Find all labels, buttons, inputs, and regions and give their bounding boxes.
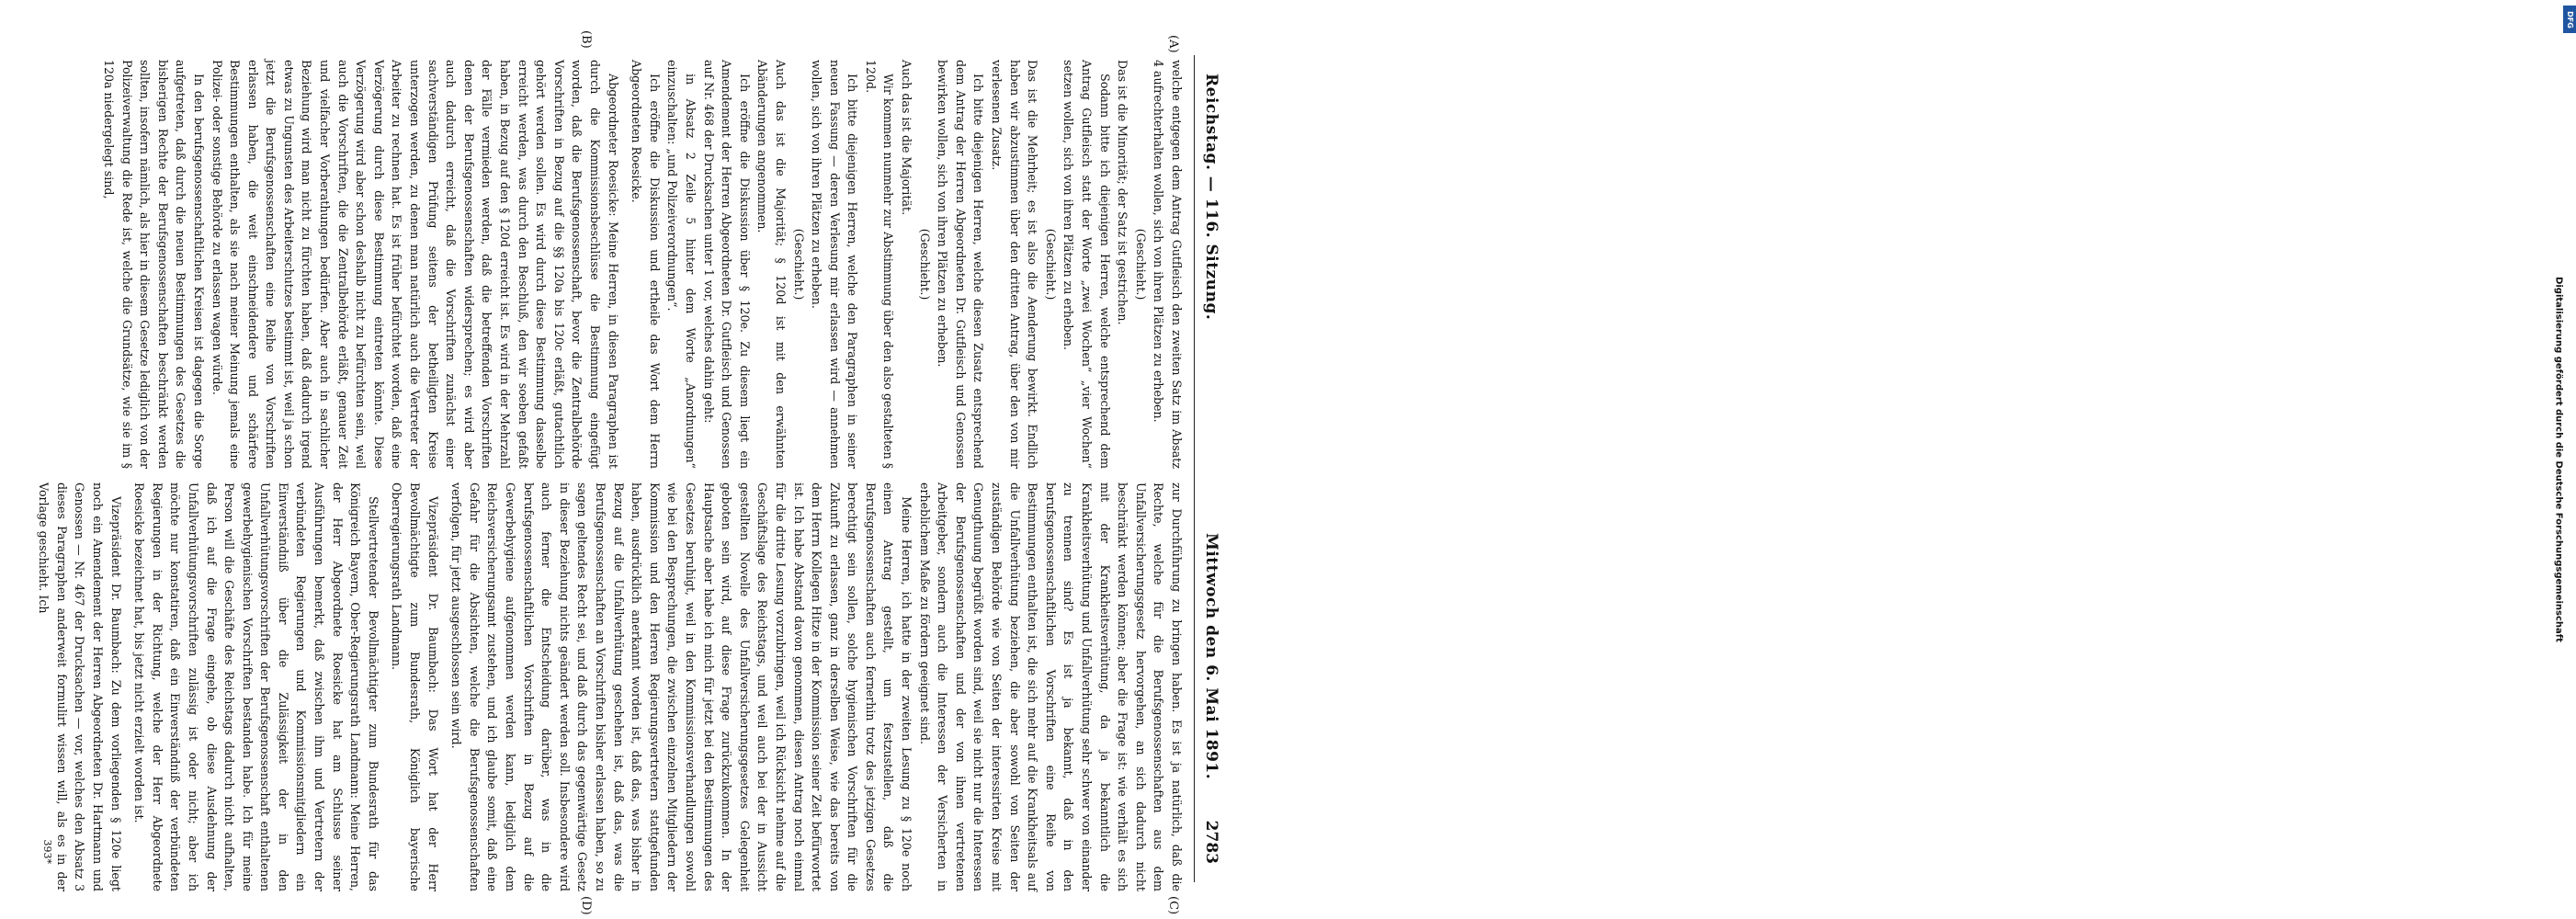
paragraph: Das ist die Minorität; der Satz ist gestrichen. <box>1116 60 1130 325</box>
text-column-left <box>28 60 1186 469</box>
speech-roesicke: Abgeordneter Roesicke: Meine Herren, in diesen Paragraphen ist durch die Kommissionsbeschlüsse die Bestimmung eingefügt worden, daß die Berufsgenossenschaft, bevor die Zentralbehörde Vorschriften in Bezug auf die §§ 120a bis 120c erläßt, gutachtlich gehört werden sollen. Es wird durch diese Bestimmung dasselbe erreicht werden, was durch den Beschluß, den wir soeben gefaßt haben, in Bezug auf den § 120d erreicht ist. Es wird in der Mehrzahl der Fälle vermieden werden, daß die betreffenden Vorschriften denen der Berufsgenossenschaften widersprechen; es wird aber auch dadurch erreicht, daß die Vorschriften zunächst einer sachverständigen Prüfung seitens der betheiligten Kreise unterzogen werden, zu denen man natürlich auch die Vertreter der Arbeiter zu rechnen hat. Es ist früher befürchtet worden, daß eine Verzögerung durch diese Bestimmung eintreten könnte. Diese Verzögerung wird aber schon deshalb nicht zu befürchten sein, weil auch die Vorschriften, die die Zentralbehörde erläßt, genauer Zeit und vielfacher Vorberathungen bedürfen. Aber auch in sachlicher Beziehung wird man nicht zu fürchten haben, daß dadurch irgend etwas zu Ungunsten des Arbeiterschutzes bestimmt ist, weil ja schon jetzt die Berufsgenossenschaften eine Reihe von Vorschriften erlassen haben, die weit einschneidendere und schärfere Bestimmungen enthalten, als sie nach meiner Meinung jemals eine Polizei- oder sonstige Behörde zu erlassen wagen würde. <box>210 60 620 469</box>
header-rule <box>1194 55 1195 882</box>
speech-baumbach: Vizepräsident Dr. Baumbach: Das Wort hat der Herr Bevollmächtigte zum Bundesrath, Königlich bayerische Oberregierungsrath Landmann. <box>390 482 440 891</box>
paragraph: Das ist die Mehrheit; es ist also die Aenderung bewirkt. Endlich haben wir abzustimmen über den dritten Antrag, über den von mir verlesenen Zusatz. <box>990 60 1040 469</box>
margin-marker-d: (D) <box>579 896 593 915</box>
paragraph: Wir kommen nunmehr zur Abstimmung über den also gestalteten § 120d. <box>863 60 896 469</box>
paragraph: Ich eröffne die Diskussion über § 120e. Zu diesem liegt ein Amendement der Herren Abgeordneten Dr. Gutfleisch und Genossen auf Nr. 468 der Drucksachen unter 1 vor, welches dahin geht: <box>701 60 752 469</box>
paragraph: Sodann bitte ich diejenigen Herren, welche entsprechend dem Antrag Gutfleisch statt der Worte „zwei Wochen“ „vier Wochen“ setzen wollen, sich von ihren Plätzen zu erheben. <box>1061 60 1112 469</box>
header-left: Reichstag. — 116. Sitzung. <box>1202 74 1220 321</box>
page-number: 2783 <box>1202 820 1220 864</box>
paragraph: Meine Herren, ich hatte in der zweiten Lesung zu § 120e noch einen Antrag gestellt, um festzustellen, daß die Berufsgenossenschaften auch fernerhin trotz des jetzigen Gesetzes berechtigt sein sollen, solche hygienischen Vorschriften für die Zukunft zu erlassen, ganz in derselben Weise, wie das bereits von dem Herrn Kollegen Hitze in der Kommission seiner Zeit befürwortet ist. Ich habe Abstand davon genommen, diesen Antrag noch einmal für die dritte Lesung vorzubringen, weil ich Rücksicht nehme auf die Geschäftslage des Reichstags, und weil auch bei der in Aussicht gestellten Novelle des Unfallversicherungsgesetzes Gelegenheit geboten sein wird, auf diese Frage zurückzukommen. In der Hauptsache aber habe ich mich für jetzt bei den Bestimmungen des Gesetzes beruhigt, weil in den Kommissionsverhandlungen sowohl wie bei den Besprechungen, die zwischen einzelnen Mitgliedern der Kommission und den Herren Regierungsvertretern stattgefunden haben, ausdrücklich anerkannt worden ist, daß das, was bisher in Bezug auf die Unfallverhütung geschehen ist, daß das, was die Berufsgenossenschaften an Vorschriften bisher erlassen haben, so zu sagen geltendes Recht sei, und daß durch das gegenwärtige Gesetz in dieser Beziehung nichts geändert werden soll. Insbesondere wird auch ferner die Entscheidung darüber, was in die berufsgenossenschaftlichen Vorschriften in Bezug auf die Gewerbehygiene aufgenommen werden kann, lediglich dem Reichsversicherungsamt zustehen, und ich glaube somit, daß eine Gefahr für die Absichten, welche die Berufsgenossenschaften verfolgen, für jetzt ausgeschlossen sein wird. <box>449 482 914 891</box>
header-date: Mittwoch den 6. Mai 1891. <box>1202 533 1220 780</box>
margin-marker-a: (A) <box>1166 35 1180 53</box>
quoted-amendment: in Absatz 2 Zeile 5 hinter dem Worte „Anordnungen“ einzuschalten: „und Polizeiverordnungen“. <box>665 60 698 469</box>
dfg-credit-text: Digitalisierung gefördert durch die Deutsche Forschungsgemeinschaft <box>2553 277 2564 642</box>
paragraph: In den berufsgenossenschaftlichen Kreisen ist dagegen die Sorge aufgetreten, daß durch die neuen Bestimmungen des Gesetzes die bisherigen Rechte der Berufsgenossenschaften beschränkt werden sollten, insofern nämlich, als hier in diesem Gesetze lediglich von der Polizeiverwaltung die Rede ist, welche die Grundsätze, wie sie im § 120a niedergelegt sind, <box>101 60 206 469</box>
stage-direction: (Geschieht.) <box>791 228 806 301</box>
paragraph: welche entgegen dem Antrag Gutfleisch den zweiten Satz im Absatz 4 aufrechterhalten wollen, sich von ihren Plätzen zu erheben. <box>1152 60 1184 469</box>
speech-baumbach-2: Vizepräsident Dr. Baumbach: Zu dem vorliegenden § 120e liegt noch ein Amendement der Herren Abgeordneten Dr. Hartmann und Genossen — Nr. 467 der Drucksachen — vor, welches den Absatz 3 dieses Paragraphen anderweit formulirt wissen will, als es in der Vorlage geschieht. Ich <box>37 482 123 891</box>
speech-landmann: Stellvertretender Bevollmächtigter zum Bundesrath für das Königreich Bayern, Ober-Regierungsrath Landmann: Meine Herren, der Herr Abgeordnete Roesicke hat am Schlusse seiner Ausführungen bemerkt, daß zwischen ihm und Vertretern der verbündeten Regierungen und Kommissionsmitgliedern ein Einverständniß über die Zulässigkeit der in den Unfallverhütungsvorschriften der Berufsgenossenschaft enthaltenen gewerbehygienischen Vorschriften bestanden habe. Ich für meine Person will die Geschäfte des Reichstags dadurch nicht aufhalten, daß ich auf die Frage eingehe, ob diese Ausdehnung der Unfallverhütungsvorschriften zulässig ist oder nicht; aber ich möchte nur konstatiren, daß ein Einverständniß der verbündeten Regierungen in der Richtung, welche der Herr Abgeordnete Roesicke bezeichnet hat, bis jetzt nicht erzielt worden ist. <box>132 482 380 891</box>
paragraph: Ich bitte diejenigen Herren, welche den Paragraphen in seiner neuen Fassung — deren Verlesung mir erlassen wird — annehmen wollen, sich von ihren Plätzen zu erheben. <box>810 60 860 469</box>
text-column-right <box>28 482 1186 891</box>
margin-marker-b: (B) <box>579 30 593 49</box>
paragraph: Auch das ist die Majorität. <box>900 60 914 216</box>
paragraph: Ich bitte diejenigen Herren, welche diesen Zusatz entsprechend dem Antrag der Herren Abgeordneten Dr. Gutfleisch und Genossen bewirken wollen, sich von ihren Plätzen zu erheben. <box>936 60 986 469</box>
margin-marker-c: (C) <box>1166 896 1180 915</box>
signature-number: 393* <box>41 839 53 864</box>
page-header <box>1197 37 1220 882</box>
dfg-logo: DFG <box>2563 6 2576 33</box>
stage-direction: (Geschieht.) <box>917 228 932 301</box>
scanned-page <box>0 0 1259 919</box>
digitization-strip <box>1266 0 2574 919</box>
stage-direction: (Geschieht.) <box>1043 228 1058 301</box>
stage-direction: (Geschieht.) <box>1133 228 1148 301</box>
paragraph: zur Durchführung zu bringen haben. Es ist ja natürlich, daß die Rechte, welche für die Berufsgenossenschaften aus dem Unfallversicherungsgesetz hervorgehen, an sich dadurch nicht beschränkt werden können; aber die Frage ist: wie verhält es sich mit der Krankheitsverhütung, da ja bekanntlich die Krankheitsverhütung und Unfallverhütung sehr schwer von einander zu trennen sind? Es ist ja bekannt, daß in den berufsgenossenschaftlichen Vorschriften eine Reihe von Bestimmungen enthalten ist, die sich mehr auf die Krankheitsals auf die Unfallverhütung beziehen, die aber sowohl von Seiten der zuständigen Behörde wie von Seiten der interessirten Kreise mit Genugthuung begrüßt worden sind, weil sie nicht nur die Interessen der Berufsgenossenschaften und der von ihnen vertretenen Arbeitgeber, sondern auch die Interessen der Versicherten in erheblichem Maße zu fördern geeignet sind. <box>917 482 1184 891</box>
paragraph: Ich eröffne die Diskussion und ertheile das Wort dem Herrn Abgeordneten Roesicke. <box>630 60 662 469</box>
paragraph: Auch das ist die Majorität; § 120d ist mit den erwähnten Abänderungen angenommen. <box>755 60 788 469</box>
